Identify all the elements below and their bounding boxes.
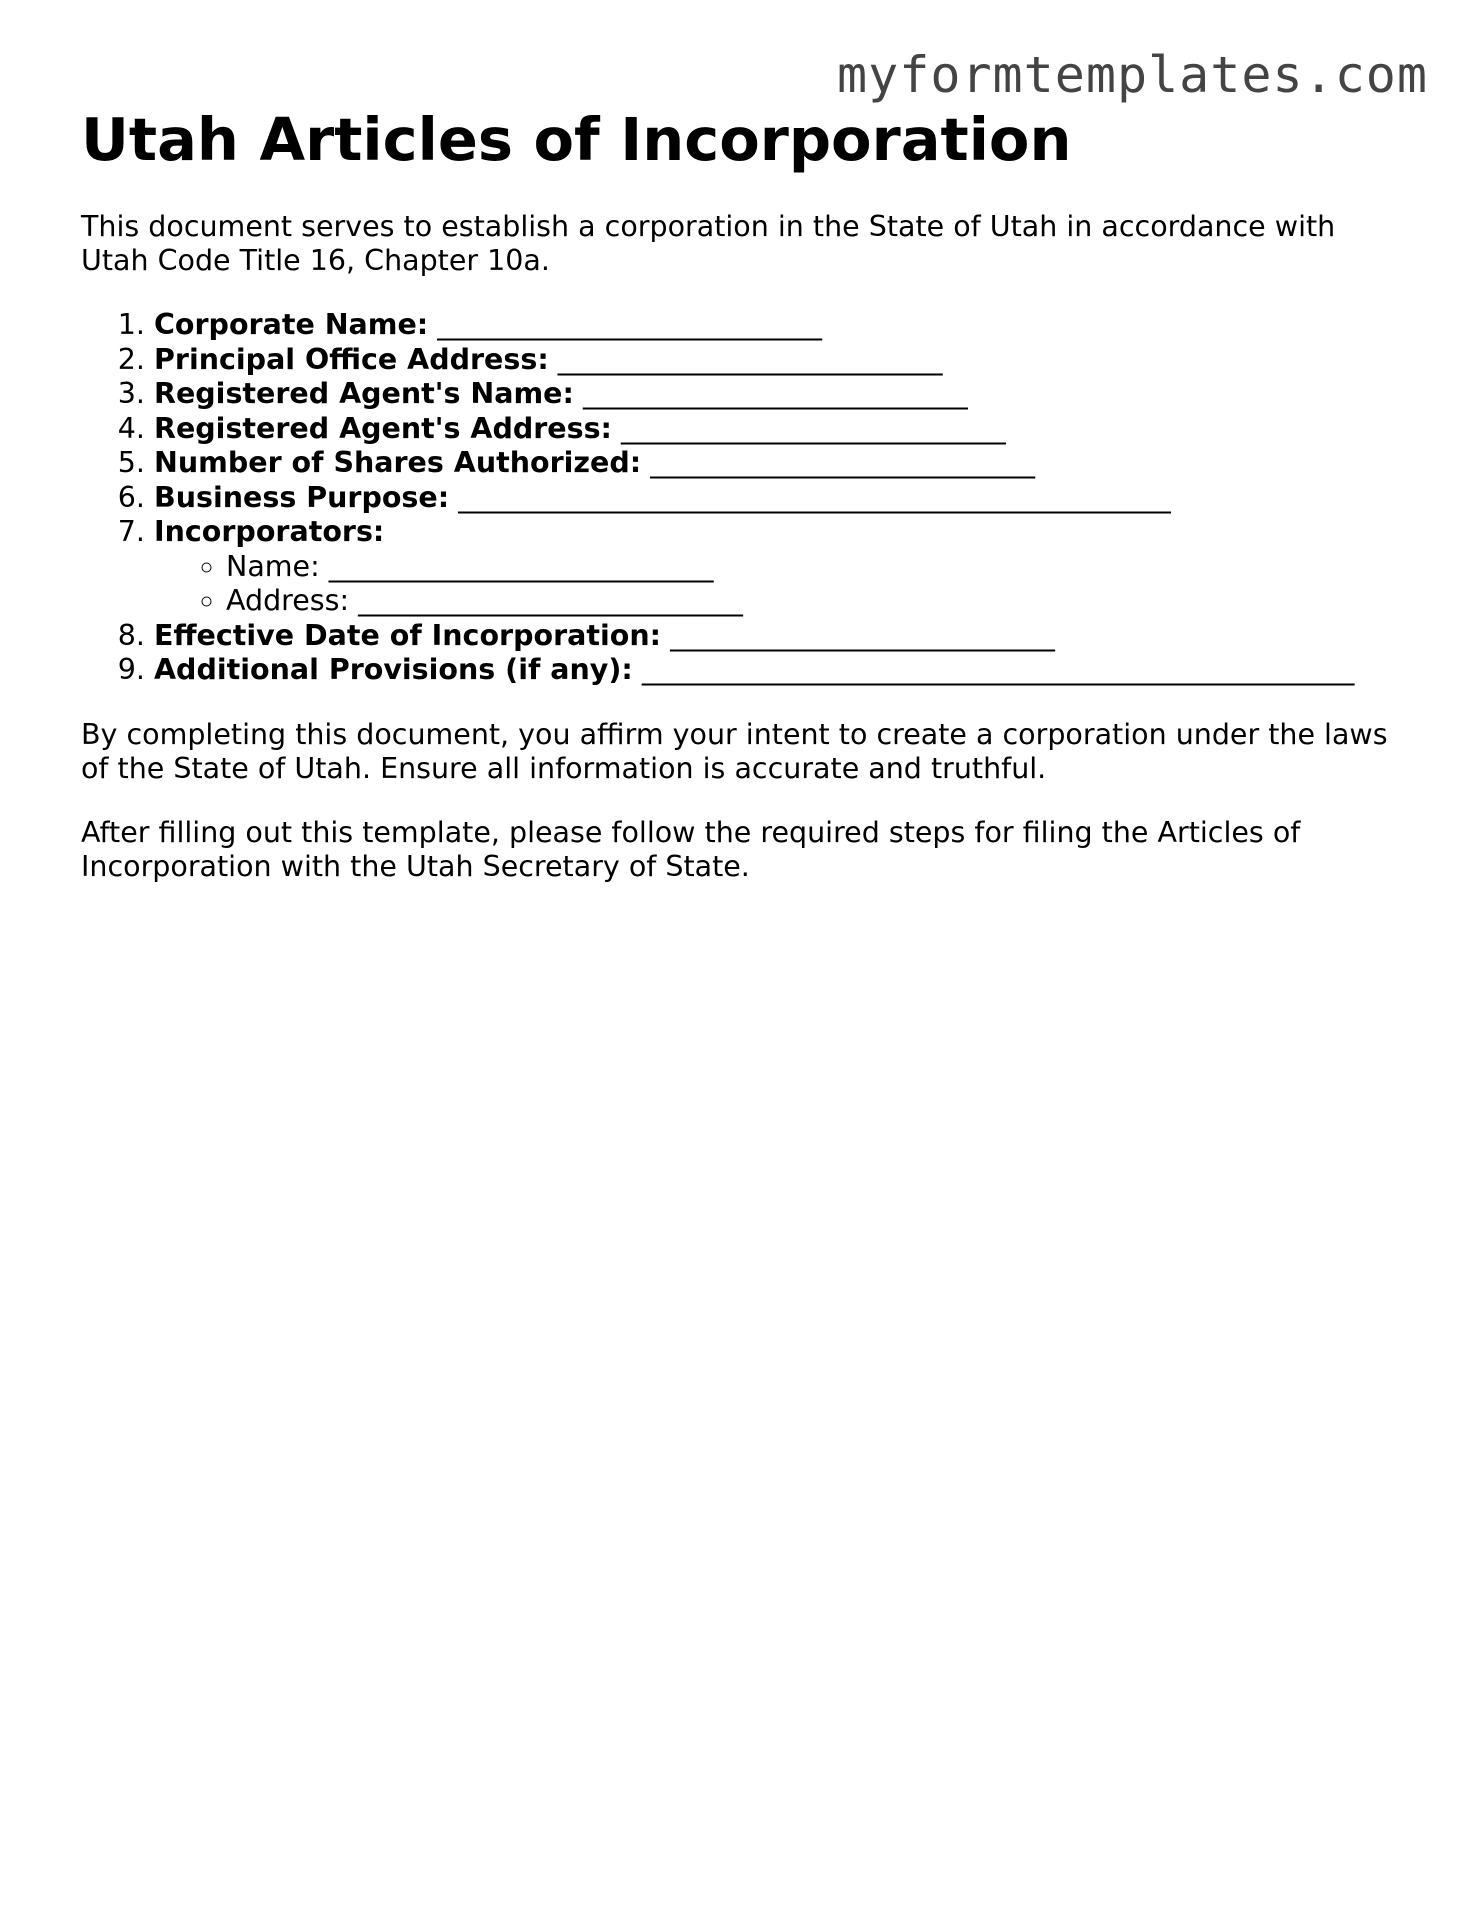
incorporators-sublist — [154, 550, 1411, 619]
field-label: Effective Date of Incorporation: — [154, 618, 662, 652]
sub-field-blank: ___________________________ — [328, 549, 714, 583]
sub-field-label: Address: — [226, 584, 350, 617]
field-label: Corporate Name: — [154, 308, 429, 341]
field-number-of-shares — [154, 446, 1411, 481]
sub-field-blank: ___________________________ — [358, 584, 743, 617]
field-label: Principal Office Address: — [154, 342, 549, 376]
document-page — [81, 100, 1411, 884]
field-additional-provisions — [154, 653, 1411, 688]
field-registered-agent-address — [154, 412, 1411, 447]
field-principal-office-address — [154, 343, 1411, 378]
field-label: Registered Agent's Name: — [154, 377, 574, 410]
field-label: Number of Shares Authorized: — [154, 446, 642, 479]
field-blank: ___________________________ — [582, 377, 968, 410]
field-blank: __________________________________________________ — [641, 653, 1355, 686]
field-label: Business Purpose: — [154, 480, 450, 514]
page-title: Utah Articles of Incorporation — [81, 105, 1072, 174]
incorporator-name — [226, 550, 1411, 585]
field-effective-date — [154, 619, 1411, 654]
field-blank: ___________________________ — [557, 342, 943, 376]
incorporator-address — [226, 584, 1411, 619]
field-business-purpose — [154, 481, 1411, 516]
field-blank: __________________________________________________ — [458, 480, 1171, 514]
watermark: myformtemplates.com — [837, 46, 1428, 104]
field-blank: ___________________________ — [621, 411, 1006, 445]
field-blank: ___________________________ — [650, 446, 1035, 479]
field-label: Additional Provisions (if any): — [154, 653, 633, 686]
field-incorporators — [154, 515, 1411, 619]
field-corporate-name — [154, 308, 1411, 343]
intro-paragraph: This document serves to establish a corporation in the State of Utah in accordance with Utah Code Title 16, Chapter 10a. — [81, 210, 1336, 277]
field-registered-agent-name — [154, 377, 1411, 412]
affirmation-paragraph: By completing this document, you affirm your intent to create a corporation under the laws of the State of Utah. Ensure all information is accurate and truthful. — [81, 717, 1388, 785]
closing-paragraph: After filling out this template, please follow the required steps for filing the Articles of Incorporation with the Utah Secretary of State. — [81, 815, 1301, 883]
fields-list — [81, 308, 1411, 688]
field-label: Registered Agent's Address: — [154, 411, 612, 445]
field-blank: ___________________________ — [670, 618, 1055, 652]
field-blank: ___________________________ — [437, 308, 823, 341]
sub-field-label: Name: — [226, 549, 320, 583]
field-label: Incorporators: — [154, 515, 385, 548]
